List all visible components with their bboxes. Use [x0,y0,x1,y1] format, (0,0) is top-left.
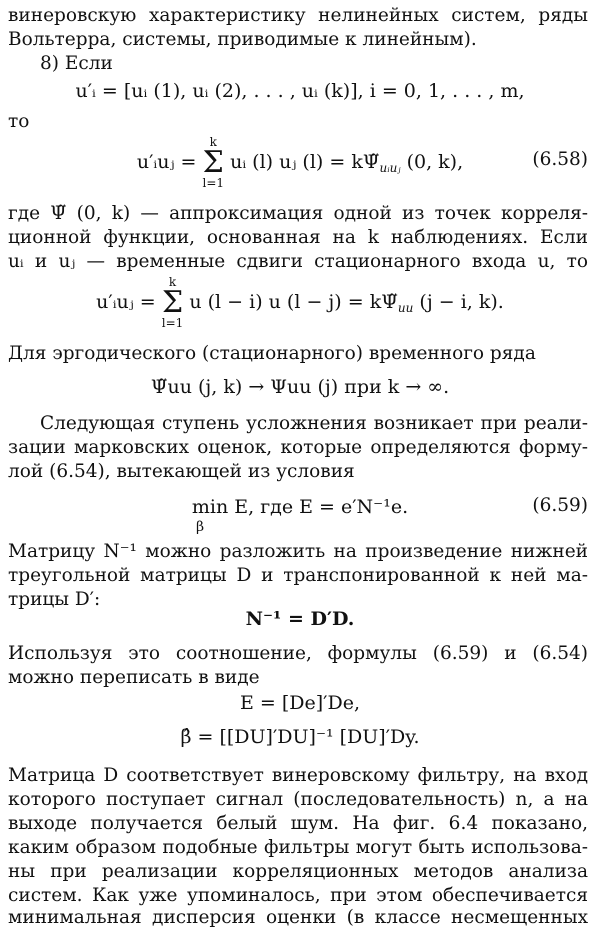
equation-subscript: uu [397,301,414,315]
equation-subscript: uᵢuⱼ [379,161,401,175]
sum-lower-limit: l=1 [161,316,184,330]
text-line: Матрица D соответствует винеровскому фильтру, на вход [8,765,588,786]
text-line: то [8,111,30,132]
formula-decomposition: N⁻¹ = D′D. [245,608,355,630]
text-line: треугольной матрицы D и транспонированной к ней ма- [8,565,588,586]
text-line: которого поступает сигнал (последовательность) n, а на [8,789,588,810]
min-subscript: β [195,519,205,535]
equation-lhs: u′ᵢuⱼ = [136,151,197,173]
text-line: где Ψ̃ (0, k) — аппроксимация одной из точек корреля- [8,203,588,224]
formula-error-form: E = [De]′De, [239,692,360,714]
text-line: ны при реализации корреляционных методов анализа [8,861,588,882]
equation-6-58 [0,135,600,190]
equation-tail: (0, k), [406,151,464,173]
equation-tail: (j − i, k). [419,291,504,313]
formula-vector-definition: u′ᵢ = [uᵢ (1), uᵢ (2), . . . , uᵢ (k)], i = 0, 1, . . . , m, [75,80,525,102]
sum-symbol: k Σ l=1 [202,135,225,190]
equation-rhs: uᵢ (l) uⱼ (l) = kΨ̃ [230,151,380,173]
text-line: лой (6.54), вытекающей из условия [8,461,355,482]
equation-shifted-correlation [0,275,600,330]
text-line: винеровскую характеристику нелинейных систем, ряды [8,5,588,26]
text-line: выходе получается белый шум. На фиг. 6.4 показано, [8,813,588,834]
equation-lhs: u′ᵢuⱼ = [96,291,156,313]
text-line: минимальная дисперсия оценки (в классе несмещенных [8,907,588,928]
text-line: трицы D′: [8,589,101,610]
formula-estimate: β̂ = [[DU]′DU]⁻¹ [DU]′Dy. [180,726,420,748]
sum-upper-limit: k [168,275,177,289]
sum-upper-limit: k [209,135,217,149]
sum-lower-limit: l=1 [202,176,225,190]
text-line: Следующая ступень усложнения возникает при реали- [40,413,588,434]
list-item-label: 8) Если [40,53,113,74]
equation-6-59: min E, где E = e′N⁻¹e. [191,496,409,518]
text-line: Вольтерра, системы, приводимые к линейным). [8,29,477,50]
equation-number: (6.58) [532,149,588,170]
text-line: Для эргодического (стационарного) временного ряда [8,343,536,364]
equation-rhs: u (l − i) u (l − j) = kΨ̃ [189,291,398,313]
text-line: каким образом подобные фильтры могут быть использова- [8,837,588,858]
formula-ergodic-limit: Ψ̃uu (j, k) → Ψuu (j) при k → ∞. [150,376,450,398]
text-line: можно переписать в виде [8,667,260,688]
text-line: зации марковских оценок, которые определяются форму- [8,437,588,458]
text-line: систем. Как уже упоминалось, при этом обеспечивается [8,885,588,906]
text-line: Используя это соотношение, формулы (6.59) и (6.54) [8,643,588,664]
equation-number: (6.59) [532,495,588,516]
text-line: Матрицу N⁻¹ можно разложить на произведение нижней [8,541,588,562]
text-line: uᵢ и uⱼ — временные сдвиги стационарного входа u, то [8,251,588,272]
sum-symbol: k Σ l=1 [161,275,184,330]
text-line: ционной функции, основанная на k наблюдениях. Если [8,227,588,248]
